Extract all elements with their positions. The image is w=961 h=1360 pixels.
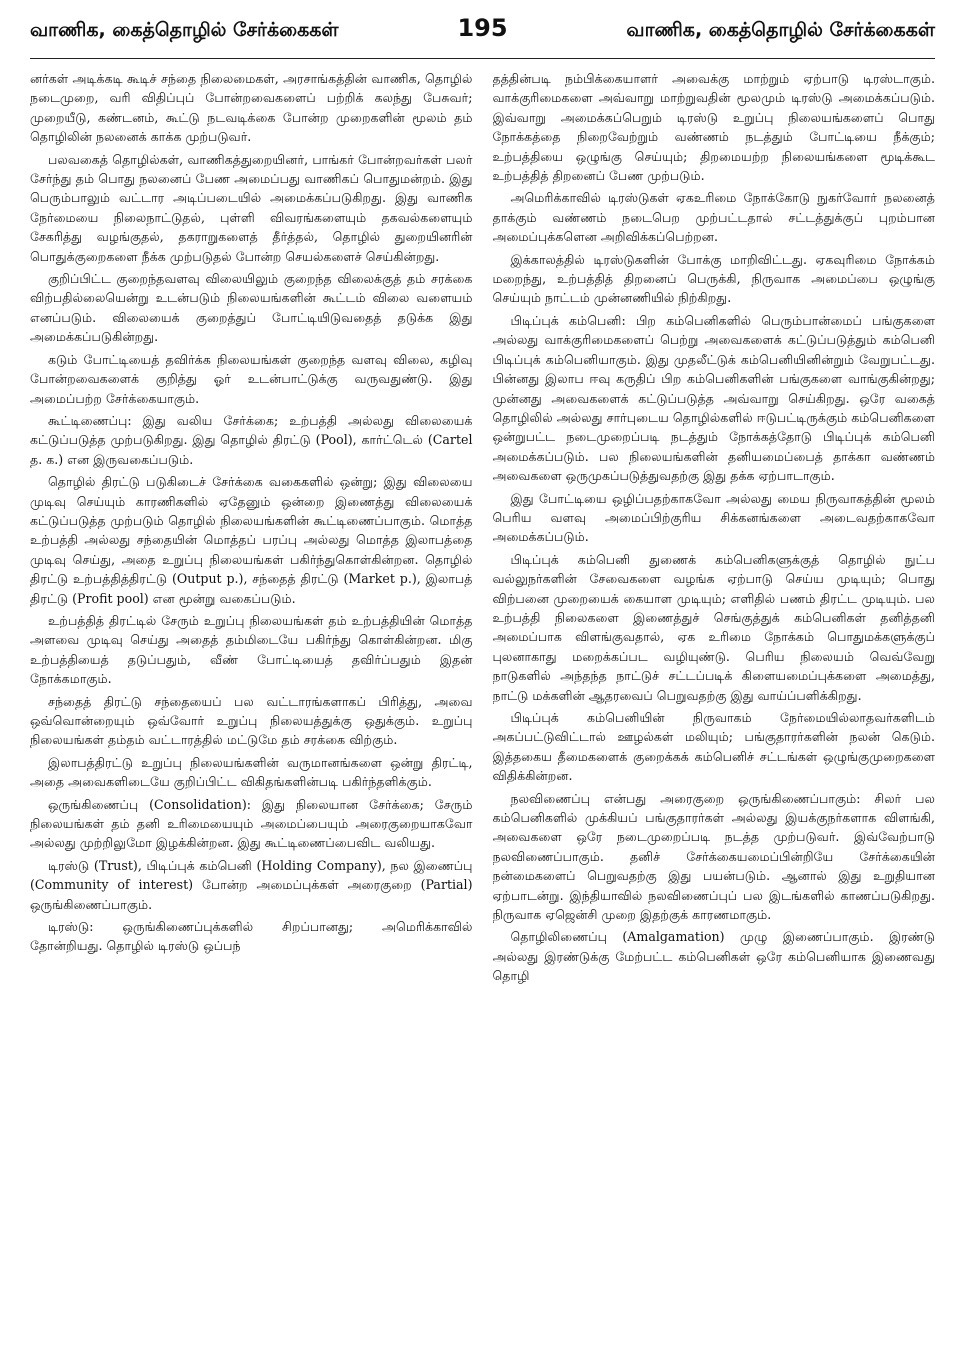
paragraph: தொழில் திரட்டு படுகிடைச் சேர்க்கை வகைகளில் ஒன்று; இது விலையை முடிவு செய்யும் காரணிகளில் ஏதேனும் ஒன்றை இணைத்து விலையைக் கட்டுப்படுத்த முற்படும் தொழில் நிலையங்களின் கூட்டிணைப்பாகும். மொத்த உற்பத்தி அல்லது சந்தையின் மொத்தப் பரப்பு அல்லது மொத்த இலாபத்தை முடிவு செய்து, அதை உறுப்பு நிலையங்கள் பகிர்ந்துகொள்கின்றன. தொழில் திரட்டு உற்பத்தித்திரட்டு (Output p.), சந்தைத் திரட்டு (Market p.), இலாபத் திரட்டு (Profit pool) என மூன்று வகைப்படும். <box>30 474 473 606</box>
paragraph: டிரஸ்டு: ஒருங்கிணைப்புக்களில் சிறப்பானது; அமெரிக்காவில் தோன்றியது. தொழில் டிரஸ்டு ஒப்பந் <box>30 919 473 954</box>
paragraph: கடும் போட்டியைத் தவிர்க்க நிலையங்கள் குறைந்த வளவு விலை, கழிவு போன்றவைகளைக் குறித்து ஓர் உடன்பாட்டுக்கு வருவதுண்டு. இது அமைப்பற்ற சேர்க்கையாகும். <box>30 351 473 406</box>
paragraph: தத்தின்படி நம்பிக்கையாளர் அவைக்கு மாற்றும் ஏற்பாடு டிரஸ்டாகும். வாக்குரிமைகளை அவ்வாறு மாற்றுவதின் மூலமும் டிரஸ்டு அமைக்கப்படும். இவ்வாறு அமைக்கப்பெறும் டிரஸ்டு உறுப்பு நிலையங்களைப் பொது நோக்கத்தை நிறைவேற்றும் வண்ணம் நடத்தும் போட்டியை நீக்கும்; உற்பத்தியை ஒழுங்கு செய்யும்; திறமையற்ற நிலையங்களை மூடிக்கூட உற்பத்தித் திறனைப் பேண முற்படும். <box>492 71 935 184</box>
text-columns <box>30 69 935 1349</box>
page-header <box>30 14 935 59</box>
header-left-title: வாணிக, கைத்தொழில் சேர்க்கைகள் <box>30 19 339 41</box>
paragraph: பிடிப்புக் கம்பெனியின் நிருவாகம் நேர்மையில்லாதவர்களிடம் அகப்பட்டுவிட்டால் ஊழல்கள் மலியும்; பங்குதாரர்களின் நலன் கெடும். இத்தகைய தீமைகளைக் குறைக்கக் கம்பெனிச் சட்டங்கள் ஒழுங்குமுறைகளை விதிக்கின்றன. <box>492 710 935 784</box>
paragraph: அமெரிக்காவில் டிரஸ்டுகள் ஏகஉரிமை நோக்கோடு நுகர்வோர் நலனைத் தாக்கும் வண்ணம் நடைபெற முற்பட்டதால் சட்டத்துக்குப் புறம்பான அமைப்புக்களென அறிவிக்கப்பெற்றன. <box>492 190 935 245</box>
paragraph: பிடிப்புக் கம்பெனி: பிற கம்பெனிகளில் பெரும்பான்மைப் பங்குகளை அல்லது வாக்குரிமைகளைப் பெற்று அவைகளைக் கட்டுப்படுத்தும் கம்பெனி பிடிப்புக் கம்பெனியாகும். இது முதலீட்டுக் கம்பெனியினின்றும் வேறுபட்டது. பின்னது இலாப ஈவு கருதிப் பிற கம்பெனிகளின் பங்குகளை வாங்குகின்றது; முன்னது அவைகளைக் கட்டுப்படுத்த அவ்வாறு செய்கிறது. ஒரே வகைத் தொழிலில் அல்லது சார்புடைய தொழில்களில் ஈடுபட்டிருக்கும் கம்பெனிகளை ஒன்றுபட்ட நடைமுறைப்படி நடத்தும் நோக்கத்தோடு பிடிப்புக் கம்பெனி அமைக்கப்படும். பல நிலையங்களின் தனியமைப்பைத் தாக்கா வண்ணம் அவைகளை ஒருமுகப்படுத்துவதற்கு இது தக்க ஏற்பாடாகும். <box>492 312 935 484</box>
paragraph: னர்கள் அடிக்கடி கூடிச் சந்தை நிலைமைகள், அரசாங்கத்தின் வாணிக, தொழில் நடைமுறை, வரி விதிப்புப் போன்றவைகளைப் பற்றிக் கலந்து பேசுவர்; முறையீடு, கண்டனம், கூட்டு நடவடிக்கை போன்ற முறைகளின் மூலம் தம் தொழிலின் நலனைக் காக்க முற்படுவர். <box>30 71 473 145</box>
left-column <box>30 69 473 1349</box>
paragraph: டிரஸ்டு (Trust), பிடிப்புக் கம்பெனி (Holding Company), நல இணைப்பு (Community of interest) போன்ற அமைப்புக்கள் அரைகுறை (Partial) ஒருங்கிணைப்பாகும். <box>30 857 473 912</box>
paragraph: கூட்டிணைப்பு: இது வலிய சேர்க்கை; உற்பத்தி அல்லது விலையைக் கட்டுப்படுத்த முற்படுகிறது. இது தொழில் திரட்டு (Pool), கார்ட்டெல் (Cartel த. க.) என இருவகைப்படும். <box>30 412 473 467</box>
right-column <box>493 69 936 1349</box>
paragraph: இலாபத்திரட்டு உறுப்பு நிலையங்களின் வருமானங்களை ஒன்று திரட்டி, அதை அவைகளிடையே குறிப்பிட்ட விகிதங்களின்படி பகிர்ந்தளிக்கும். <box>30 754 473 790</box>
page-number: 195 <box>457 14 508 42</box>
paragraph: தொழிலிணைப்பு (Amalgamation) முழு இணைப்பாகும். இரண்டு அல்லது இரண்டுக்கு மேற்பட்ட கம்பெனிகள் ஒரே கம்பெனியாக இணைவது தொழி <box>492 929 935 984</box>
header-right-title: வாணிக, கைத்தொழில் சேர்க்கைகள் <box>626 19 935 41</box>
paragraph: சந்தைத் திரட்டு சந்தையைப் பல வட்டாரங்களாகப் பிரித்து, அவை ஒவ்வொன்றையும் ஒவ்வோர் உறுப்பு நிலையத்துக்கு ஒதுக்கும். உறுப்பு நிலையங்கள் தம்தம் வட்டாரத்தில் மட்டுமே தம் சரக்கை விற்கும். <box>30 693 473 748</box>
paragraph: இது போட்டியை ஒழிப்பதற்காகவோ அல்லது மைய நிருவாகத்தின் மூலம் பெரிய வளவு அமைப்பிற்குரிய சிக்கனங்களை அடைவதற்காகவோ அமைக்கப்படும். <box>492 490 935 545</box>
paragraph: இக்காலத்தில் டிரஸ்டுகளின் போக்கு மாறிவிட்டது. ஏகவுரிமை நோக்கம் மறைந்து, உற்பத்தித் திறனைப் பெருக்கி, நிருவாக அமைப்பை ஒழுங்கு செய்யும் நாட்டம் முன்னணியில் நிற்கிறது. <box>492 251 935 306</box>
paragraph: ஒருங்கிணைப்பு (Consolidation): இது நிலையான சேர்க்கை; சேரும் நிலையங்கள் தம் தனி உரிமையையும் அமைப்பையும் அரைகுறையாகவோ அல்லது முற்றிலுமோ இழக்கின்றன. இது கூட்டிணைப்பைவிட வலியது. <box>30 796 473 851</box>
paragraph: பலவகைத் தொழில்கள், வாணிகத்துறையினர், பாங்கர் போன்றவர்கள் பலர் சேர்ந்து தம் பொது நலனைப் பேண அமைப்பது வாணிகப் பொதுமன்றம். இது பெரும்பாலும் வட்டார அடிப்படையில் அமைக்கப்படுகிறது. இது வாணிக நேர்மையை நிலைநாட்டுதல், புள்ளி விவரங்களையும் தகவல்களையும் சேகரித்து வழங்குதல், தகராறுகளைத் தீர்த்தல், தொழில் துறையினரின் பொதுக்குறைகளை நீக்க முற்படுதல் போன்ற செயல்களைச் செய்கின்றது. <box>30 151 473 264</box>
paragraph: குறிப்பிட்ட குறைந்தவளவு விலையிலும் குறைந்த விலைக்குத் தம் சரக்கை விற்பதில்லையென்று உடன்படும் நிலையங்களின் கூட்டம் விலை வளையம் எனப்படும். விலையைக் குறைத்துப் போட்டியிடுவதைத் தடுக்க இது அமைக்கப்படுகின்றது. <box>30 271 473 345</box>
paragraph: பிடிப்புக் கம்பெனி துணைக் கம்பெனிகளுக்குத் தொழில் நுட்ப வல்லுநர்களின் சேவைகளை வழங்க ஏற்பாடு செய்ய முடியும்; பொது விற்பனை முறையைக் கையாள முடியும்; எளிதில் பணம் திரட்ட முடியும். பல உற்பத்தி நிலைகளை இணைத்துச் செங்குத்துக் கம்பெனிகள் தனித்தனி அமைப்பாக விளங்குவதால், ஏக உரிமை நோக்கம் பொதுமக்களுக்குப் புலனாகாது மறைக்கப்பட வழியுண்டு. பெரிய நிலையம் வெவ்வேறு நாடுகளில் அந்தந்த நாட்டுச் சட்டப்படிக் கிளையமைப்புக்களை அமைத்து, நாட்டு மக்களின் ஆதரவைப் பெறுவதற்கு இது வாய்ப்பளிக்கிறது. <box>492 551 935 703</box>
paragraph: நலவிணைப்பு என்பது அரைகுறை ஒருங்கிணைப்பாகும்: சிலர் பல கம்பெனிகளில் முக்கியப் பங்குதாரர்கள் அல்லது இயக்குநர்களாக விளங்கி, அவைகளை ஒரே நடைமுறைப்படி நடத்த முற்படுவர். இவ்வேற்பாடு நலவிணைப்பாகும். தனிச் சேர்க்கையமைப்பின்றியே சேர்க்கையின் நன்மைகளைப் பெறுவதற்கு இது பயன்படும். ஆனால் இது உறுதியான ஏற்பாடன்று. இந்தியாவில் நலவிணைப்புப் பல இடங்களில் காணப்படுகிறது. நிருவாக ஏஜென்சி முறை இதற்குக் காரணமாகும். <box>492 790 935 923</box>
paragraph: உற்பத்தித் திரட்டில் சேரும் உறுப்பு நிலையங்கள் தம் உற்பத்தியின் மொத்த அளவை முடிவு செய்து அதைத் தம்மிடையே பகிர்ந்து கொள்கின்றன. மிகு உற்பத்தியைத் தடுப்பதும், வீண் போட்டியைத் தவிர்ப்பதும் இதன் நோக்கமாகும். <box>30 612 473 687</box>
